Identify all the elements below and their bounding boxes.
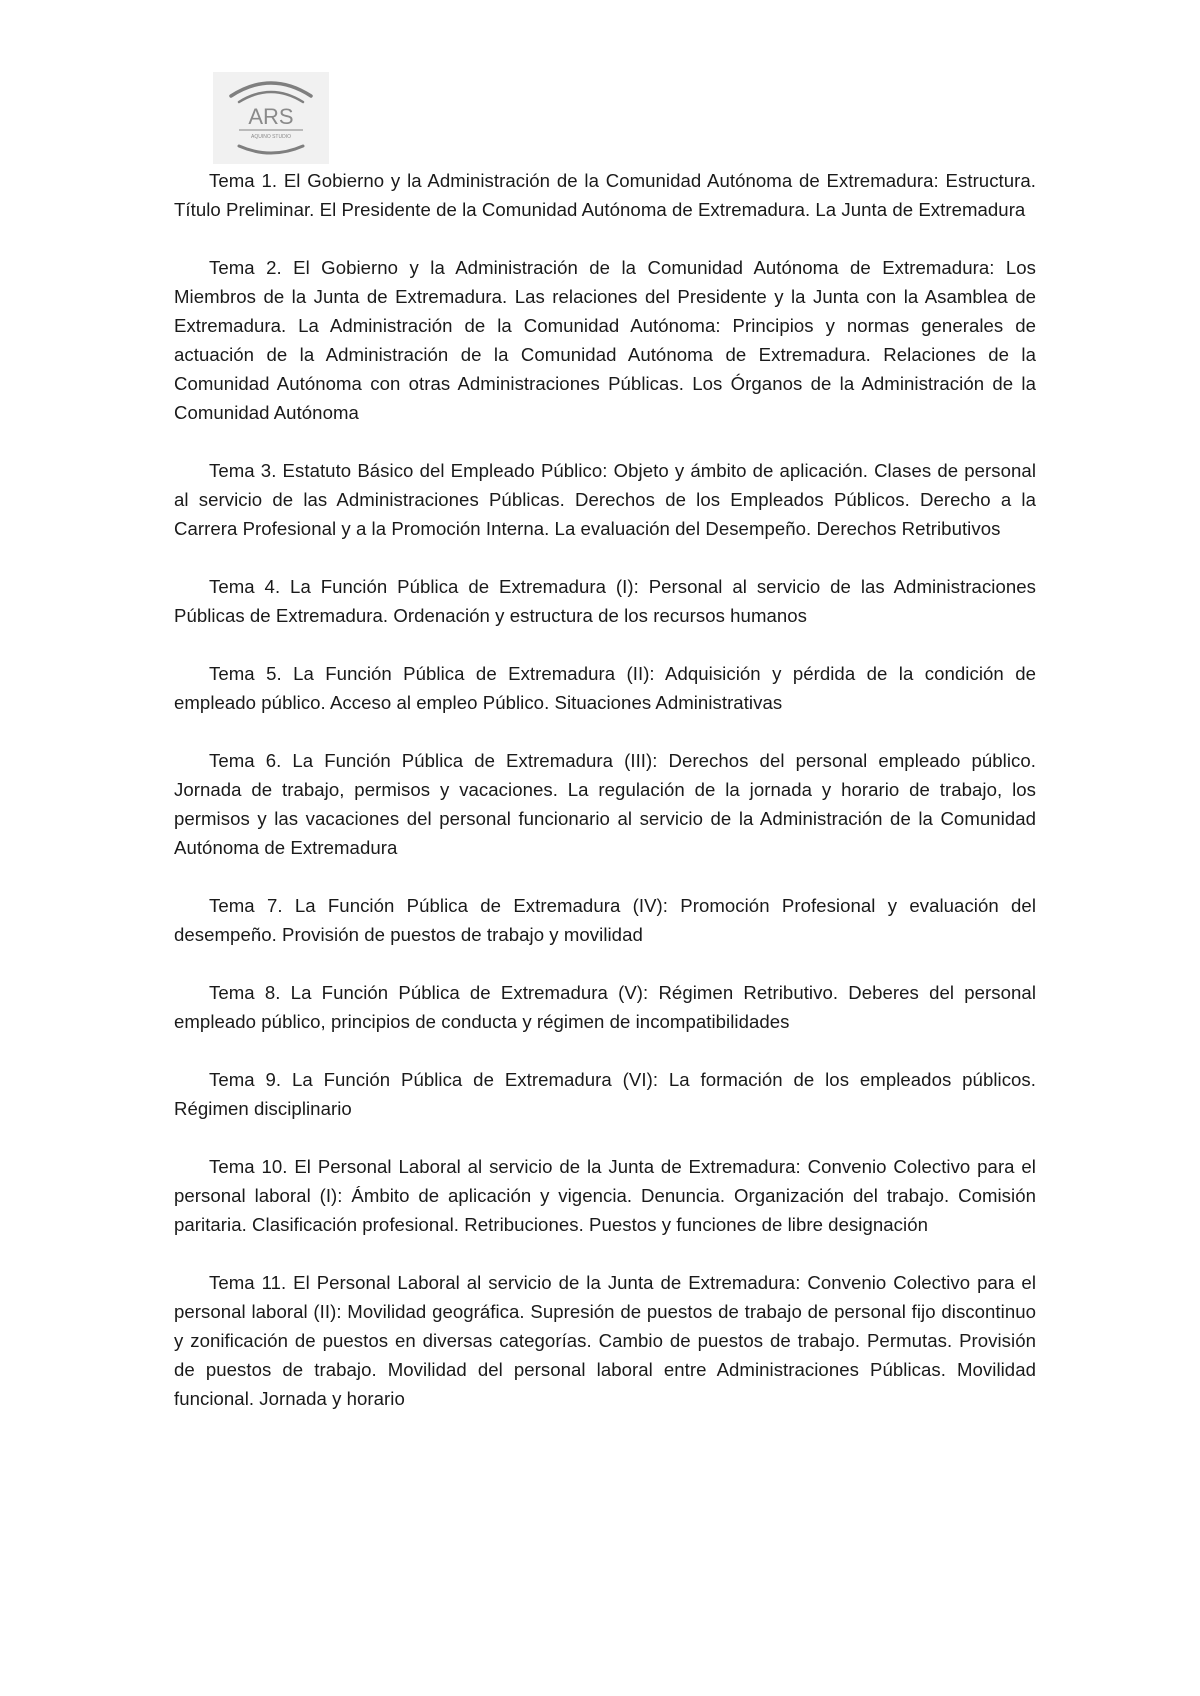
tema-1: Tema 1. El Gobierno y la Administración de la Comunidad Autónoma de Extremadura: Estructura. Título Preliminar. El Presidente de la Comunidad Autónoma de Extremadura. La Junta de Extremadura <box>174 170 1036 220</box>
tema-7: Tema 7. La Función Pública de Extremadura (IV): Promoción Profesional y evaluación del desempeño. Provisión de puestos de trabajo y movilidad <box>174 895 1036 945</box>
temario-list <box>174 166 1036 1442</box>
tema-8: Tema 8. La Función Pública de Extremadura (V): Régimen Retributivo. Deberes del personal empleado público, principios de conducta y régimen de incompatibilidades <box>174 982 1036 1032</box>
tema-4: Tema 4. La Función Pública de Extremadura (I): Personal al servicio de las Administraciones Públicas de Extremadura. Ordenación y estructura de los recursos humanos <box>174 576 1036 626</box>
ars-logo-graphic <box>213 72 329 164</box>
tema-11: Tema 11. El Personal Laboral al servicio de la Junta de Extremadura: Convenio Colectivo para el personal laboral (II): Movilidad geográfica. Supresión de puestos de trabajo de personal fijo discontinuo y zonificación de puestos en diversas categorías. Cambio de puestos de trabajo. Permutas. Provisión de puestos de trabajo. Movilidad del personal laboral entre Administraciones Públicas. Movilidad funcional. Jornada y horario <box>174 1272 1036 1409</box>
tema-2: Tema 2. El Gobierno y la Administración de la Comunidad Autónoma de Extremadura: Los Miembros de la Junta de Extremadura. Las relaciones del Presidente y la Junta con la Asamblea de Extremadura. La Administración de la Comunidad Autónoma: Principios y normas generales de actuación de la Administración de la Comunidad Autónoma de Extremadura. Relaciones de la Comunidad Autónoma con otras Administraciones Públicas. Los Órganos de la Administración de la Comunidad Autónoma <box>174 257 1036 423</box>
tema-6: Tema 6. La Función Pública de Extremadura (III): Derechos del personal empleado público. Jornada de trabajo, permisos y vacaciones. La regulación de la jornada y horario de trabajo, los permisos y las vacaciones del personal funcionario al servicio de la Administración de la Comunidad Autónoma de Extremadura <box>174 750 1036 858</box>
tema-5: Tema 5. La Función Pública de Extremadura (II): Adquisición y pérdida de la condición de empleado público. Acceso al empleo Público. Situaciones Administrativas <box>174 663 1036 713</box>
tema-10: Tema 10. El Personal Laboral al servicio de la Junta de Extremadura: Convenio Colectivo para el personal laboral (I): Ámbito de aplicación y vigencia. Denuncia. Organización del trabajo. Comisión paritaria. Clasificación profesional. Retribuciones. Puestos y funciones de libre designación <box>174 1156 1036 1235</box>
tema-9: Tema 9. La Función Pública de Extremadura (VI): La formación de los empleados públicos. Régimen disciplinario <box>174 1069 1036 1119</box>
logo-subtext: AQUINO STUDIO <box>250 134 292 140</box>
logo-text: ARS <box>248 104 294 129</box>
tema-3: Tema 3. Estatuto Básico del Empleado Público: Objeto y ámbito de aplicación. Clases de personal al servicio de las Administraciones Públicas. Derechos de los Empleados Públicos. Derecho a la Carrera Profesional y a la Promoción Interna. La evaluación del Desempeño. Derechos Retributivos <box>174 460 1036 539</box>
ars-logo <box>213 72 329 164</box>
